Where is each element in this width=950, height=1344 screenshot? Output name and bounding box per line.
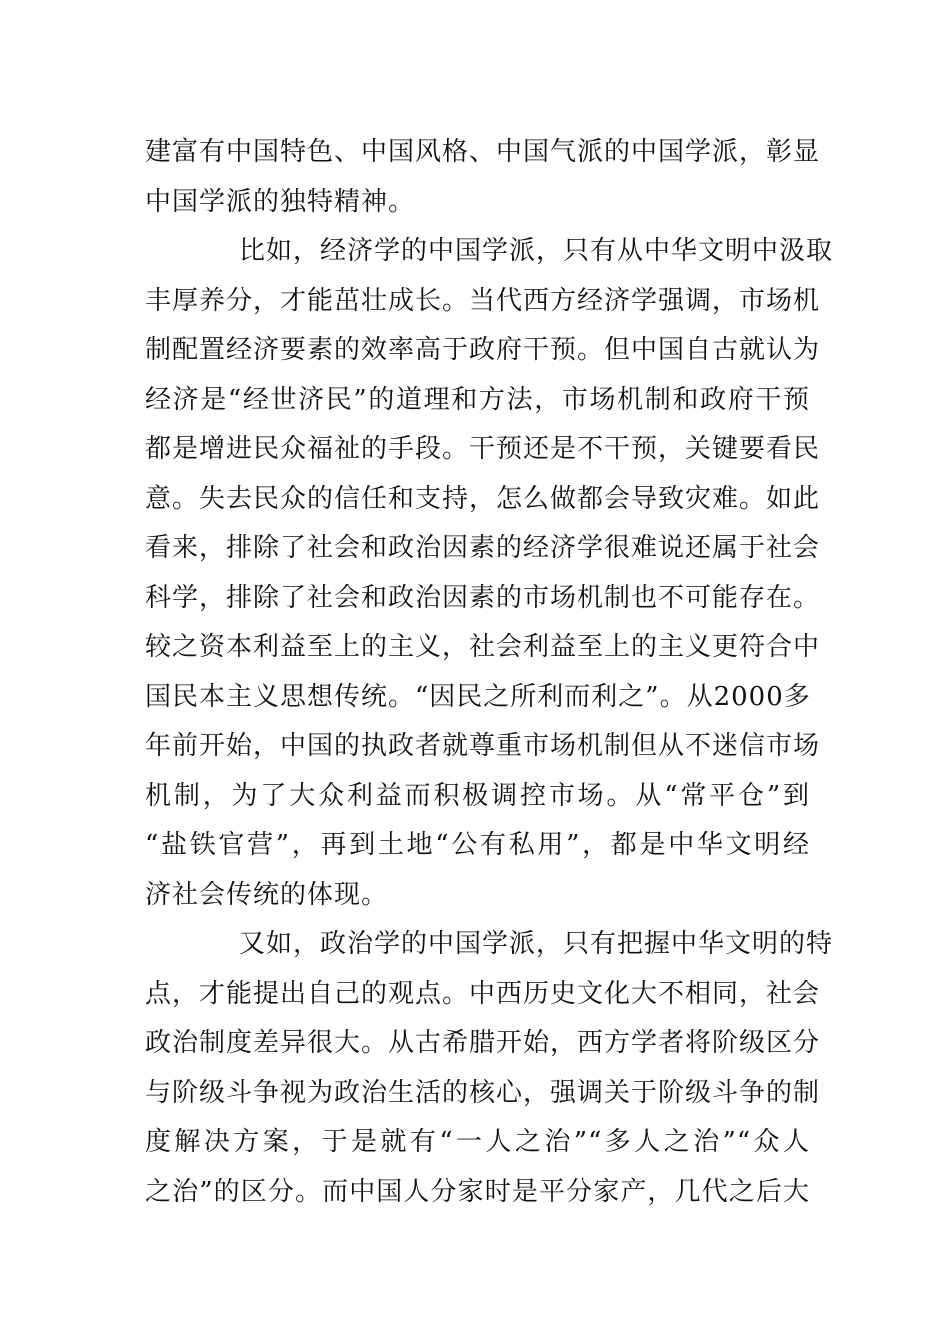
body-text xyxy=(145,128,834,1217)
text-line: 比如，经济学的中国学派，只有从中华文明中汲取 xyxy=(239,236,834,266)
text-line: 都是增进民众福祉的手段。干预还是不干预，关键要看民 xyxy=(145,434,821,464)
text-line: 机制，为了大众利益而积极调控市场。从“常平仓”到 xyxy=(145,780,810,811)
text-line: 科学，排除了社会和政治因素的市场机制也不可能存在。 xyxy=(145,582,821,613)
text-line: 政治制度差异很大。从古希腊开始，西方学者将阶级区分 xyxy=(145,1028,821,1058)
text-line: 点，才能提出自己的观点。中西历史文化大不相同，社会 xyxy=(145,978,821,1009)
text-line: 经济是“经世济民”的道理和方法，市场机制和政府干预 xyxy=(145,384,810,415)
text-line: 丰厚养分，才能茁壮成长。当代西方经济学强调，市场机 xyxy=(145,285,821,316)
text-line: 济社会传统的体现。 xyxy=(145,879,389,910)
text-line: 之治”的区分。而中国人分家时是平分家产，几代之后大 xyxy=(145,1176,810,1207)
text-line: 较之资本利益至上的主义，社会利益至上的主义更符合中 xyxy=(145,632,821,662)
paragraph-1 xyxy=(145,128,821,227)
paragraph-3 xyxy=(145,920,834,1217)
text-line: “盐铁官营”，再到土地“公有私用”，都是中华文明经 xyxy=(145,830,810,860)
text-line: 与阶级斗争视为政治生活的核心，强调关于阶级斗争的制 xyxy=(145,1077,821,1108)
text-line: 中国学派的独特精神。 xyxy=(145,186,416,217)
text-line: 看来，排除了社会和政治因素的经济学很难说还属于社会 xyxy=(145,533,821,563)
text-line: 制配置经济要素的效率高于政府干预。但中国自古就认为 xyxy=(145,335,821,365)
paragraph-2 xyxy=(145,227,834,920)
text-line: 建富有中国特色、中国风格、中国气派的中国学派，彰显 xyxy=(145,137,821,167)
text-line: 年前开始，中国的执政者就尊重市场机制但从不迷信市场 xyxy=(145,731,821,761)
text-line: 意。失去民众的信任和支持，怎么做都会导致灾难。如此 xyxy=(145,483,821,514)
text-line: 度解决方案，于是就有“一人之治”“多人之治”“众人 xyxy=(145,1127,810,1157)
text-line: 国民本主义思想传统。“因民之所利而利之”。从2000多 xyxy=(145,681,811,712)
text-line: 又如，政治学的中国学派，只有把握中华文明的特 xyxy=(239,929,834,959)
